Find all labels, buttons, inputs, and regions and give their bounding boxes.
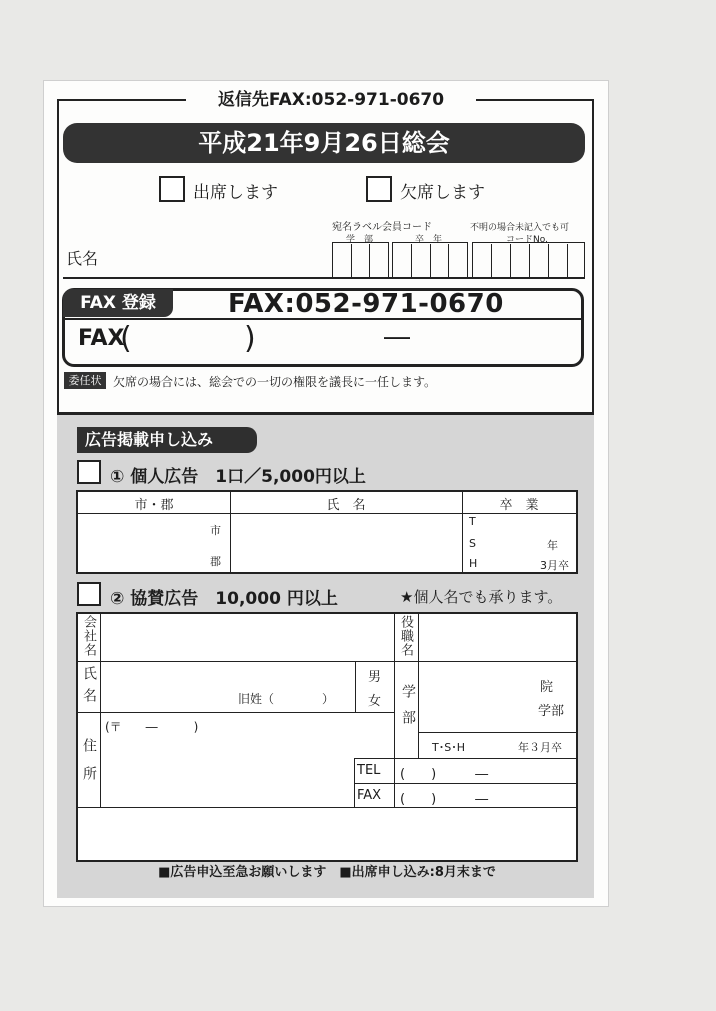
maiden-name: 旧姓（ ） xyxy=(238,692,335,706)
sponsor-ad-checkbox[interactable] xyxy=(77,582,101,606)
tsh-label: T･S･H xyxy=(432,741,465,754)
faculty-suffix: 学部 xyxy=(538,704,565,719)
unknown-note: 不明の場合未記入でも可 xyxy=(470,223,570,233)
grad-year-suffix: 年 xyxy=(547,539,558,552)
sponsor-name-label: 氏名 xyxy=(81,666,97,710)
sponsor-vline-tel xyxy=(354,758,355,808)
sponsor-line-1 xyxy=(78,661,576,662)
sponsor-vline-tel2 xyxy=(394,758,395,808)
sponsor-vline-mid xyxy=(394,614,395,759)
tel-input[interactable]: ( ) ― xyxy=(400,767,489,782)
faculty-code-dividers xyxy=(351,244,370,277)
attend-checkbox[interactable] xyxy=(159,176,185,202)
sponsor-vline-label xyxy=(100,614,101,807)
city-suffix: 市 xyxy=(210,524,221,537)
return-fax-text: 返信先FAX:052-971-0670 xyxy=(186,89,476,111)
sponsor-grad-suffix: 年３月卒 xyxy=(518,741,562,754)
company-name-input[interactable] xyxy=(103,616,392,659)
meeting-title-text: 平成21年9月26日総会 xyxy=(198,129,450,157)
company-name-label: 会社名 xyxy=(81,615,96,657)
era-t: T xyxy=(469,515,476,528)
sponsor-line-3 xyxy=(418,732,576,733)
sponsor-line-4 xyxy=(354,758,576,759)
grad-year-header: 卒 年 xyxy=(415,235,443,245)
sponsor-line-6 xyxy=(78,807,576,808)
attend-label: 出席します xyxy=(193,183,278,203)
member-code-divider-2 xyxy=(510,244,511,277)
member-code-divider-5 xyxy=(567,244,568,277)
individual-col-grad: 卒 業 xyxy=(499,498,539,513)
label-code-title: 宛名ラベル会員コード xyxy=(332,222,432,233)
name-label: 氏名 xyxy=(66,249,99,268)
proxy-tag: 委任状 xyxy=(64,372,106,389)
code-no-header: コードNo. xyxy=(506,235,548,245)
footer-note: ■広告申込至急お願いします ■出席申し込み:8月末まで xyxy=(158,865,496,880)
sponsor-line-2 xyxy=(78,712,394,713)
job-title-input[interactable] xyxy=(421,616,574,659)
fax-dash: ― xyxy=(384,322,410,352)
era-h: H xyxy=(469,557,478,570)
sponsor-vline-gender xyxy=(355,661,356,713)
grad-year-mid-divider xyxy=(430,244,431,277)
postal-code[interactable]: (〒 ― ) xyxy=(105,720,199,734)
meeting-title xyxy=(63,123,585,163)
address-label: 住所 xyxy=(81,738,97,794)
individual-header-row xyxy=(78,513,576,514)
tel-label: TEL xyxy=(357,763,381,778)
fax-area-code-input[interactable] xyxy=(140,324,240,356)
grad-school-suffix: 院 xyxy=(540,680,554,695)
sponsor-fax-input[interactable]: ( ) ― xyxy=(400,792,489,807)
fax-paren-close: ) xyxy=(244,321,256,356)
absent-label: 欠席します xyxy=(400,183,485,203)
member-code-divider-4 xyxy=(548,244,549,277)
address-input[interactable] xyxy=(103,736,351,805)
individual-col-name: 氏 名 xyxy=(326,498,366,513)
member-code-divider-3 xyxy=(529,244,530,277)
fax-register-number: FAX:052-971-0670 xyxy=(228,289,504,319)
ads-section-title: 広告掲載申し込み xyxy=(77,427,257,453)
fax-register-tag: FAX 登録 xyxy=(63,289,173,317)
absent-checkbox[interactable] xyxy=(366,176,392,202)
individual-ad-label: ① 個人広告 1口／5,000円以上 xyxy=(110,467,366,487)
faculty-header: 学 部 xyxy=(346,235,374,245)
sponsor-ad-note: ★個人名でも承ります。 xyxy=(400,588,563,606)
individual-col-city: 市・郡 xyxy=(134,498,174,513)
individual-ad-checkbox[interactable] xyxy=(77,460,101,484)
job-title-label: 役職名 xyxy=(398,615,413,657)
faculty-label: 学部 xyxy=(400,684,416,736)
fax-paren-open: ( xyxy=(120,321,132,356)
sponsor-vline-right xyxy=(418,614,419,759)
fax-input-label: FAX xyxy=(78,326,125,351)
gender-female[interactable]: 女 xyxy=(368,694,382,709)
sponsor-ad-label: ② 協賛広告 10,000 円以上 xyxy=(110,589,338,609)
ad-content-area[interactable] xyxy=(79,810,575,860)
sponsor-fax-label: FAX xyxy=(357,788,382,803)
gun-suffix: 郡 xyxy=(210,555,221,568)
fax-register-divider xyxy=(64,318,582,320)
proxy-text: 欠席の場合には、総会での一切の権限を議長に一任します。 xyxy=(113,375,437,389)
era-s: S xyxy=(469,537,476,550)
individual-name-input[interactable] xyxy=(233,516,460,571)
gender-male[interactable]: 男 xyxy=(368,670,382,685)
sponsor-line-5 xyxy=(354,783,576,784)
member-code-divider-1 xyxy=(491,244,492,277)
grad-month-suffix: 3月卒 xyxy=(540,559,569,572)
individual-city-input[interactable] xyxy=(80,516,205,571)
